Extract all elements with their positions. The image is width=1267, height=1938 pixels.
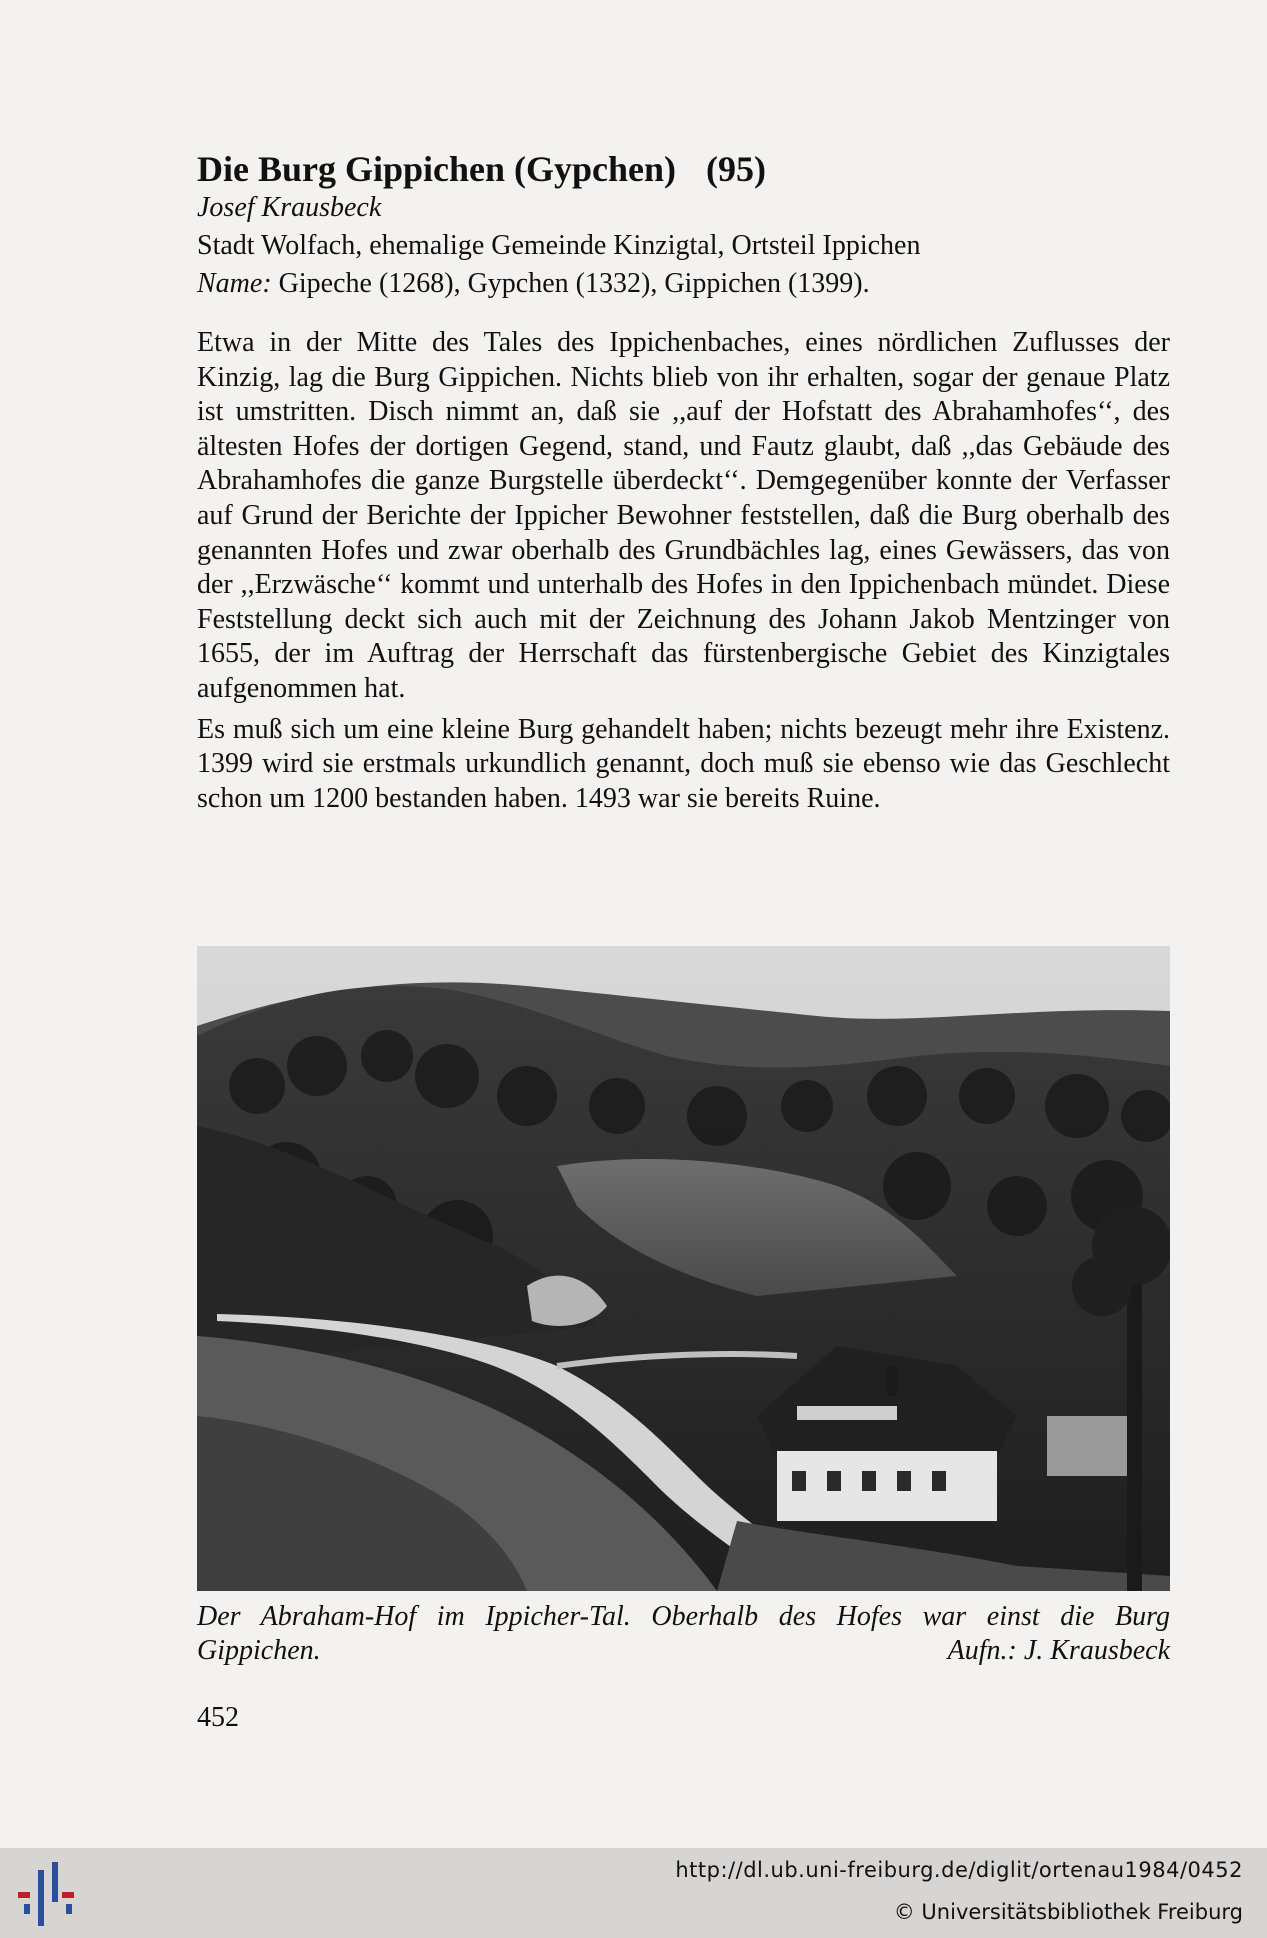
library-footer bbox=[0, 1848, 1267, 1938]
article-title bbox=[197, 148, 1170, 190]
caption-line-2-text: Gippichen. bbox=[197, 1635, 321, 1666]
article-number: (95) bbox=[706, 149, 767, 189]
copyright-notice: © Universitätsbibliothek Freiburg bbox=[893, 1900, 1243, 1924]
location-line: Stadt Wolfach, ehemalige Gemeinde Kinzigtal, Ortsteil Ippichen bbox=[197, 230, 921, 261]
paragraph-1: Etwa in der Mitte des Tales des Ippichenbaches, eines nördlichen Zuflusses der Kinzig, lag die Burg Gippichen. Nichts blieb von ihr erhalten, sogar der genaue Platz ist umstritten. Disch nimmt an, daß sie ,,auf der Hofstatt des Abrahamhofes‘‘, des ältesten Hofes der dortigen Gegend, stand, und Fautz glaubt, daß ,,das Gebäude des Abrahamhofes die ganze Burgstelle überdeckt‘‘. Demgegenüber konnte der Verfasser auf Grund der Berichte der Ippicher Bewohner feststellen, daß die Burg oberhalb des genannten Hofes und zwar oberhalb des Grundbächles lag, eines Gewässers, das von der ,,Erzwäsche‘‘ kommt und unterhalb des Hofes in den Ippichenbach mündet. Diese Feststellung deckt sich auch mit der Zeichnung des Johann Jakob Mentzinger von 1655, der im Auftrag der Herrschaft das fürstenbergische Gebiet des Kinzigtales aufgenommen hat. bbox=[197, 327, 1170, 704]
ub-freiburg-logo-icon bbox=[16, 1862, 80, 1928]
names-value: Gipeche (1268), Gypchen (1332), Gippichen (1399). bbox=[278, 268, 870, 299]
paragraph-2: Es muß sich um eine kleine Burg gehandelt haben; nichts bezeugt mehr ihre Existenz. 1399 wird sie erstmals urkundlich genannt, doch muß sie ebenso wie das Geschlecht schon um 1200 bestanden haben. 1493 war sie bereits Ruine. bbox=[197, 713, 1170, 814]
document-url[interactable]: http://dl.ub.uni-freiburg.de/diglit/ortenau1984/0452 bbox=[675, 1858, 1243, 1882]
names-line bbox=[197, 266, 1170, 302]
caption-line-1: Der Abraham-Hof im Ippicher-Tal. Oberhalb des Hofes war einst die Burg bbox=[197, 1601, 1170, 1632]
names-label: Name: bbox=[197, 268, 272, 299]
caption-line-2 bbox=[197, 1634, 1170, 1668]
author-name: Josef Krausbeck bbox=[197, 192, 382, 223]
page-number: 452 bbox=[197, 1702, 239, 1733]
photo-credit: Aufn.: J. Krausbeck bbox=[947, 1635, 1170, 1666]
title-text: Die Burg Gippichen (Gypchen) bbox=[197, 149, 677, 189]
article-body bbox=[197, 148, 1170, 816]
abraham-hof-photo bbox=[197, 946, 1170, 1591]
photo-caption bbox=[197, 1600, 1170, 1668]
